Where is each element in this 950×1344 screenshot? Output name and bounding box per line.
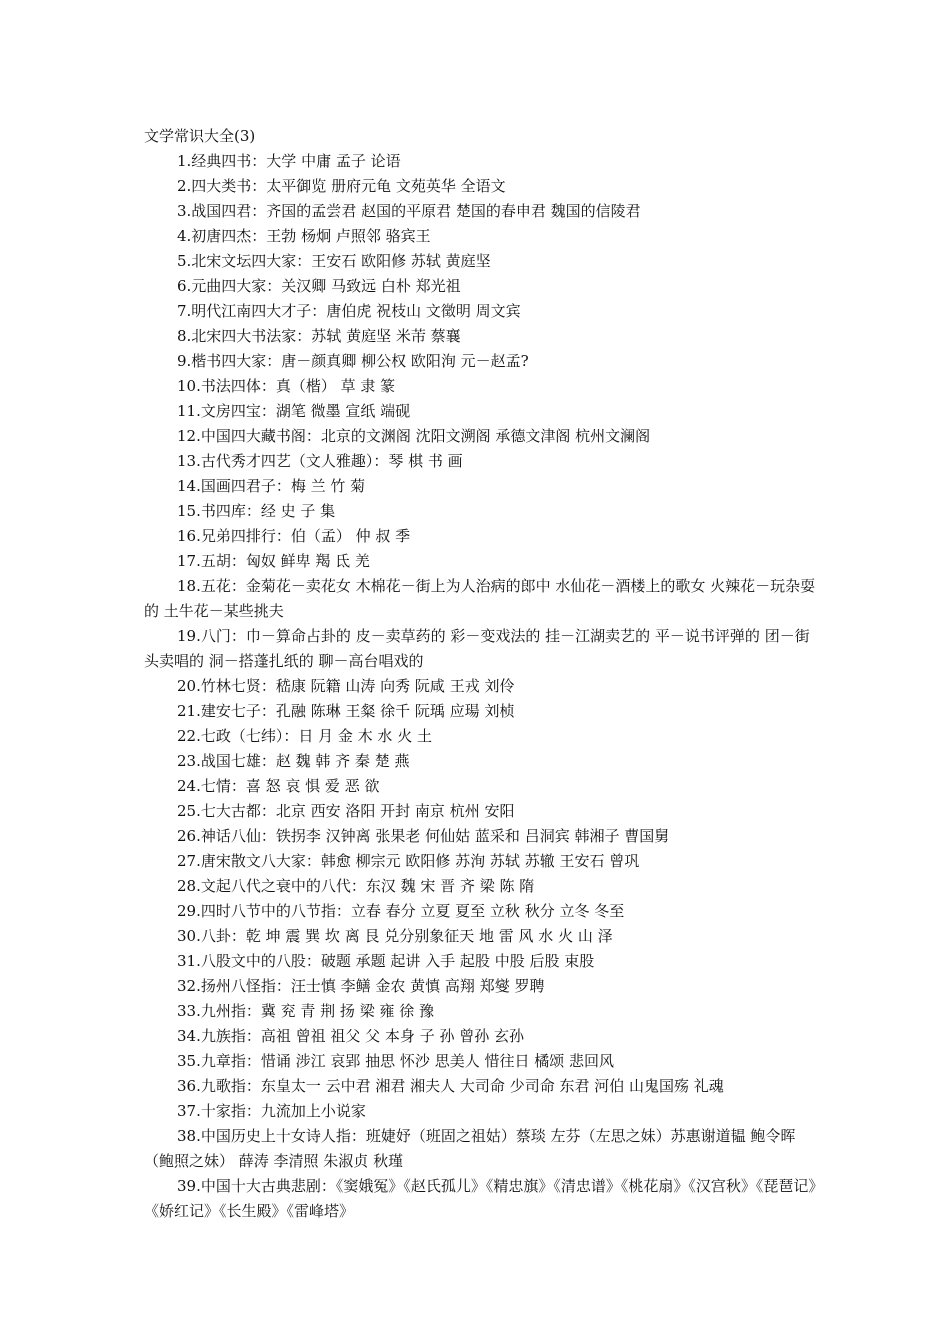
list-item: 2.四大类书：太平御览 册府元龟 文苑英华 全语文 bbox=[177, 177, 506, 195]
item-list bbox=[144, 149, 816, 1224]
document-title: 文学常识大全(3) bbox=[144, 127, 256, 145]
list-item: 12.中国四大藏书阁：北京的文渊阁 沈阳文溯阁 承德文津阁 杭州文澜阁 bbox=[177, 427, 651, 445]
list-item: 23.战国七雄：赵 魏 韩 齐 秦 楚 燕 bbox=[177, 752, 410, 770]
list-item: 26.神话八仙：铁拐李 汉钟离 张果老 何仙姑 蓝采和 吕洞宾 韩湘子 曹国舅 bbox=[177, 827, 670, 845]
list-item: 14.国画四君子：梅 兰 竹 菊 bbox=[177, 477, 366, 495]
list-item: 16.兄弟四排行：伯（孟） 仲 叔 季 bbox=[177, 527, 411, 545]
list-item: 39.中国十大古典悲剧：《窦娥冤》《赵氏孤儿》《精忠旗》《清忠谱》《桃花扇》《汉宫秋》《琵琶记》《娇红记》《长生殿》《雷峰塔》 bbox=[144, 1177, 816, 1220]
list-item: 13.古代秀才四艺（文人雅趣）：琴 棋 书 画 bbox=[177, 452, 463, 470]
list-item: 27.唐宋散文八大家：韩愈 柳宗元 欧阳修 苏洵 苏轼 苏辙 王安石 曾巩 bbox=[177, 852, 640, 870]
list-item: 17.五胡：匈奴 鲜卑 羯 氐 羌 bbox=[177, 552, 370, 570]
list-item: 19.八门：巾－算命占卦的 皮－卖草药的 彩－变戏法的 挂－江湖卖艺的 平－说书评弹的 团－街头卖唱的 洞－搭蓬扎纸的 聊－高台唱戏的 bbox=[144, 627, 810, 670]
list-item: 36.九歌指：东皇太一 云中君 湘君 湘夫人 大司命 少司命 东君 河伯 山鬼国殇 礼魂 bbox=[177, 1077, 724, 1095]
list-item: 10.书法四体：真（楷） 草 隶 篆 bbox=[177, 377, 396, 395]
list-item: 29.四时八节中的八节指：立春 春分 立夏 夏至 立秋 秋分 立冬 冬至 bbox=[177, 902, 625, 920]
list-item: 30.八卦：乾 坤 震 巽 坎 离 艮 兑分别象征天 地 雷 风 水 火 山 泽 bbox=[177, 927, 613, 945]
list-item: 22.七政（七纬）：日 月 金 木 水 火 土 bbox=[177, 727, 432, 745]
list-item: 5.北宋文坛四大家：王安石 欧阳修 苏轼 黄庭坚 bbox=[177, 252, 491, 270]
list-item: 32.扬州八怪指：汪士慎 李鳝 金农 黄慎 高翔 郑燮 罗聘 bbox=[177, 977, 545, 995]
list-item: 25.七大古都：北京 西安 洛阳 开封 南京 杭州 安阳 bbox=[177, 802, 515, 820]
list-item: 1.经典四书：大学 中庸 孟子 论语 bbox=[177, 152, 401, 170]
list-item: 6.元曲四大家：关汉卿 马致远 白朴 郑光祖 bbox=[177, 277, 461, 295]
list-item: 33.九州指：冀 兖 青 荆 扬 梁 雍 徐 豫 bbox=[177, 1002, 435, 1020]
list-item: 38.中国历史上十女诗人指：班婕妤（班固之祖姑）蔡琰 左芬（左思之妹）苏惠谢道韫 鲍令晖（鲍照之妹） 薛涛 李清照 朱淑贞 秋瑾 bbox=[144, 1127, 796, 1170]
list-item: 9.楷书四大家：唐－颜真卿 柳公权 欧阳洵 元－赵孟? bbox=[177, 352, 529, 370]
list-item: 7.明代江南四大才子：唐伯虎 祝枝山 文徵明 周文宾 bbox=[177, 302, 521, 320]
list-item: 21.建安七子：孔融 陈琳 王粲 徐千 阮瑀 应瑒 刘桢 bbox=[177, 702, 515, 720]
list-item: 28.文起八代之衰中的八代：东汉 魏 宋 晋 齐 梁 陈 隋 bbox=[177, 877, 535, 895]
list-item: 15.书四库：经 史 子 集 bbox=[177, 502, 336, 520]
list-item: 34.九族指：高祖 曾祖 祖父 父 本身 子 孙 曾孙 玄孙 bbox=[177, 1027, 525, 1045]
list-item: 24.七情：喜 怒 哀 惧 爱 恶 欲 bbox=[177, 777, 380, 795]
list-item: 31.八股文中的八股：破题 承题 起讲 入手 起股 中股 后股 束股 bbox=[177, 952, 595, 970]
list-item: 35.九章指：惜诵 涉江 哀郢 抽思 怀沙 思美人 惜往日 橘颂 悲回风 bbox=[177, 1052, 615, 1070]
list-item: 18.五花：金菊花－卖花女 木棉花－街上为人治病的郎中 水仙花－酒楼上的歌女 火辣花－玩杂耍的 土牛花－某些挑夫 bbox=[144, 577, 816, 620]
list-item: 8.北宋四大书法家：苏轼 黄庭坚 米芾 蔡襄 bbox=[177, 327, 461, 345]
document-body bbox=[144, 124, 816, 1224]
list-item: 37.十家指：九流加上小说家 bbox=[177, 1102, 366, 1120]
list-item: 4.初唐四杰：王勃 杨炯 卢照邻 骆宾王 bbox=[177, 227, 431, 245]
list-item: 11.文房四宝：湖笔 微墨 宣纸 端砚 bbox=[177, 402, 411, 420]
list-item: 20.竹林七贤：嵇康 阮籍 山涛 向秀 阮咸 王戎 刘伶 bbox=[177, 677, 515, 695]
list-item: 3.战国四君：齐国的孟尝君 赵国的平原君 楚国的春申君 魏国的信陵君 bbox=[177, 202, 641, 220]
